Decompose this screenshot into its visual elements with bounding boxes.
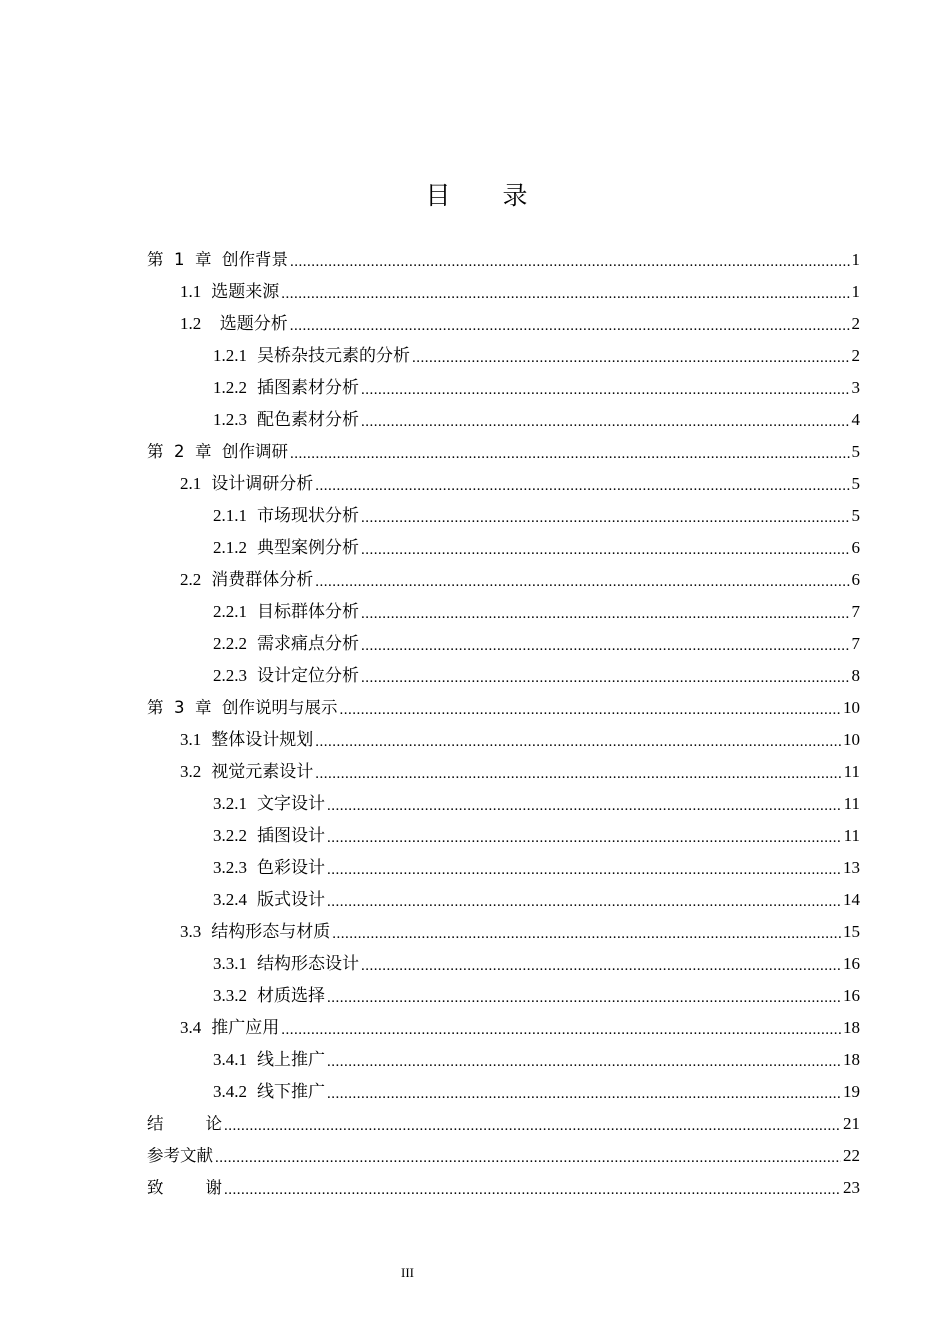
toc-entry-number: 3.3 [180, 922, 202, 941]
toc-entry[interactable] [147, 1012, 860, 1044]
toc-entry-page: 5 [851, 474, 860, 493]
toc-entry-number: 3.2.1 [213, 794, 247, 813]
toc-entry[interactable] [147, 884, 860, 916]
toc-entry[interactable] [147, 468, 860, 500]
toc-entry[interactable] [147, 244, 860, 276]
toc-entry-title: 线上推广 [257, 1050, 325, 1069]
toc-dot-leader [327, 789, 842, 822]
toc-dot-leader [361, 629, 850, 662]
toc-entry-number: 3.2.3 [213, 858, 247, 877]
toc-entry-title: 配色素材分析 [257, 410, 359, 429]
toc-entry-number: 1.2.1 [213, 346, 247, 365]
toc-entry[interactable] [147, 500, 860, 532]
toc-entry-title: 视觉元素设计 [211, 762, 314, 781]
toc-entry-page: 7 [851, 634, 860, 653]
toc-entry-page: 5 [851, 442, 860, 461]
toc-entry-page: 2 [851, 314, 860, 333]
toc-entry-page: 10 [843, 730, 860, 749]
toc-entry-number: 3.2 [180, 762, 202, 781]
toc-dot-leader [281, 1013, 841, 1046]
toc-entry-page: 18 [843, 1018, 860, 1037]
toc-entry[interactable] [147, 532, 860, 564]
toc-entry-title: 线下推广 [257, 1082, 325, 1101]
toc-entry-page: 16 [843, 986, 860, 1005]
page-number: III [401, 1265, 414, 1280]
toc-entry-number: 2.2 [180, 570, 202, 589]
toc-entry[interactable] [147, 276, 860, 308]
toc-entry[interactable] [147, 340, 860, 372]
toc-entry-title: 需求痛点分析 [257, 634, 359, 653]
toc-dot-leader [361, 949, 841, 982]
toc-entry-number: 1.2.3 [213, 410, 247, 429]
toc-dot-leader [327, 821, 842, 854]
toc-entry-title: 版式设计 [257, 890, 325, 909]
toc-entry-page: 15 [843, 922, 860, 941]
toc-dot-leader [332, 917, 841, 950]
toc-entry-page: 1 [851, 250, 860, 269]
toc-entry-page: 11 [843, 794, 860, 813]
toc-entry-title: 材质选择 [257, 986, 325, 1005]
toc-entry-number: 2.1.1 [213, 506, 247, 525]
toc-dot-leader [327, 1045, 841, 1078]
toc-dot-leader [290, 437, 850, 470]
toc-dot-leader [412, 341, 850, 374]
toc-entry-number: 1.1 [180, 282, 202, 301]
toc-entry-title: 参考文献 [147, 1146, 213, 1165]
toc-entry-title: 目标群体分析 [257, 602, 359, 621]
toc-dot-leader [315, 565, 849, 598]
toc-entry-page: 6 [851, 570, 860, 589]
toc-entry-page: 5 [851, 506, 860, 525]
toc-entry-page: 21 [843, 1114, 860, 1133]
page-title: 目 录 [425, 181, 550, 210]
toc-entry-number: 3.1 [180, 730, 202, 749]
toc-entry-title: 结构形态与材质 [211, 922, 331, 941]
toc-entry-page: 11 [843, 826, 860, 845]
toc-entry-number: 2.1.2 [213, 538, 247, 557]
toc-dot-leader [215, 1141, 841, 1174]
toc-entry-number: 3.2.4 [213, 890, 247, 909]
toc-entry-page: 7 [851, 602, 860, 621]
toc-entry[interactable] [147, 436, 860, 468]
toc-dot-leader [339, 693, 841, 726]
toc-dot-leader [224, 1109, 841, 1142]
toc-dot-leader [361, 373, 850, 406]
toc-dot-leader [315, 469, 849, 502]
toc-entry-title: 结构形态设计 [257, 954, 359, 973]
toc-dot-leader [290, 245, 850, 278]
toc-entry[interactable] [147, 1172, 860, 1204]
toc-entry-page: 16 [843, 954, 860, 973]
toc-entry[interactable] [147, 916, 860, 948]
toc-dot-leader [361, 501, 850, 534]
toc-entry-page: 23 [843, 1178, 860, 1197]
toc-entry[interactable] [147, 948, 860, 980]
toc-entry-number: 1.2 [180, 314, 202, 333]
toc-entry-number: 3.3.2 [213, 986, 247, 1005]
toc-entry-number: 3.2.2 [213, 826, 247, 845]
toc-entry-page: 10 [843, 698, 860, 717]
toc-entry-title: 第 3 章 创作说明与展示 [147, 698, 338, 717]
toc-entry[interactable] [147, 404, 860, 436]
toc-entry-page: 2 [851, 346, 860, 365]
toc-entry-number: 3.4.2 [213, 1082, 247, 1101]
toc-entry[interactable] [147, 788, 860, 820]
toc-entry-title: 选题分析 [211, 314, 288, 333]
toc-dot-leader [315, 725, 841, 758]
toc-entry-title: 文字设计 [257, 794, 325, 813]
toc-entry[interactable] [147, 980, 860, 1012]
toc-dot-leader [361, 405, 850, 438]
toc-entry-title: 插图素材分析 [257, 378, 359, 397]
toc-entry-title: 结 论 [147, 1114, 222, 1133]
toc-entry[interactable] [147, 724, 860, 756]
toc-entry-page: 22 [843, 1146, 860, 1165]
toc-entry-number: 2.1 [180, 474, 202, 493]
table-of-contents [147, 244, 860, 1204]
toc-entry-page: 3 [851, 378, 860, 397]
toc-entry[interactable] [147, 820, 860, 852]
toc-entry[interactable] [147, 1044, 860, 1076]
toc-dot-leader [327, 885, 841, 918]
toc-entry-title: 选题来源 [211, 282, 280, 301]
toc-dot-leader [290, 309, 850, 342]
toc-dot-leader [361, 597, 850, 630]
toc-dot-leader [315, 757, 841, 790]
toc-entry-page: 18 [843, 1050, 860, 1069]
toc-entry-page: 13 [843, 858, 860, 877]
toc-dot-leader [327, 853, 841, 886]
toc-dot-leader [361, 533, 850, 566]
toc-entry-page: 1 [851, 282, 860, 301]
toc-entry-title: 典型案例分析 [257, 538, 359, 557]
toc-entry-page: 11 [843, 762, 860, 781]
toc-dot-leader [224, 1173, 841, 1206]
toc-dot-leader [327, 981, 841, 1014]
toc-entry-number: 3.4.1 [213, 1050, 247, 1069]
toc-entry-title: 整体设计规划 [211, 730, 314, 749]
toc-entry-page: 8 [851, 666, 860, 685]
toc-entry[interactable] [147, 308, 860, 340]
toc-entry-number: 3.4 [180, 1018, 202, 1037]
toc-entry-title: 插图设计 [257, 826, 325, 845]
toc-entry-title: 第 1 章 创作背景 [147, 250, 288, 269]
toc-entry[interactable] [147, 1108, 860, 1140]
toc-entry-page: 4 [851, 410, 860, 429]
toc-entry-title: 推广应用 [211, 1018, 280, 1037]
toc-entry[interactable] [147, 756, 860, 788]
toc-entry-number: 2.2.2 [213, 634, 247, 653]
toc-entry-page: 19 [843, 1082, 860, 1101]
toc-entry[interactable] [147, 596, 860, 628]
toc-entry-title: 消费群体分析 [211, 570, 314, 589]
toc-entry-number: 3.3.1 [213, 954, 247, 973]
toc-entry-number: 1.2.2 [213, 378, 247, 397]
toc-entry[interactable] [147, 564, 860, 596]
toc-dot-leader [281, 277, 849, 310]
toc-entry-title: 市场现状分析 [257, 506, 359, 525]
toc-entry-number: 2.2.3 [213, 666, 247, 685]
toc-entry-title: 吴桥杂技元素的分析 [257, 346, 410, 365]
toc-entry-page: 14 [843, 890, 860, 909]
toc-entry[interactable] [147, 372, 860, 404]
toc-entry-title: 色彩设计 [257, 858, 325, 877]
toc-entry-title: 第 2 章 创作调研 [147, 442, 288, 461]
toc-entry[interactable] [147, 852, 860, 884]
toc-entry[interactable] [147, 660, 860, 692]
toc-entry-number: 2.2.1 [213, 602, 247, 621]
toc-dot-leader [327, 1077, 841, 1110]
toc-entry-title: 致 谢 [147, 1178, 222, 1197]
toc-entry[interactable] [147, 1076, 860, 1108]
toc-entry-page: 6 [851, 538, 860, 557]
toc-entry-title: 设计调研分析 [211, 474, 314, 493]
toc-entry-title: 设计定位分析 [257, 666, 359, 685]
toc-entry[interactable] [147, 628, 860, 660]
toc-dot-leader [361, 661, 850, 694]
toc-entry[interactable] [147, 692, 860, 724]
toc-entry[interactable] [147, 1140, 860, 1172]
